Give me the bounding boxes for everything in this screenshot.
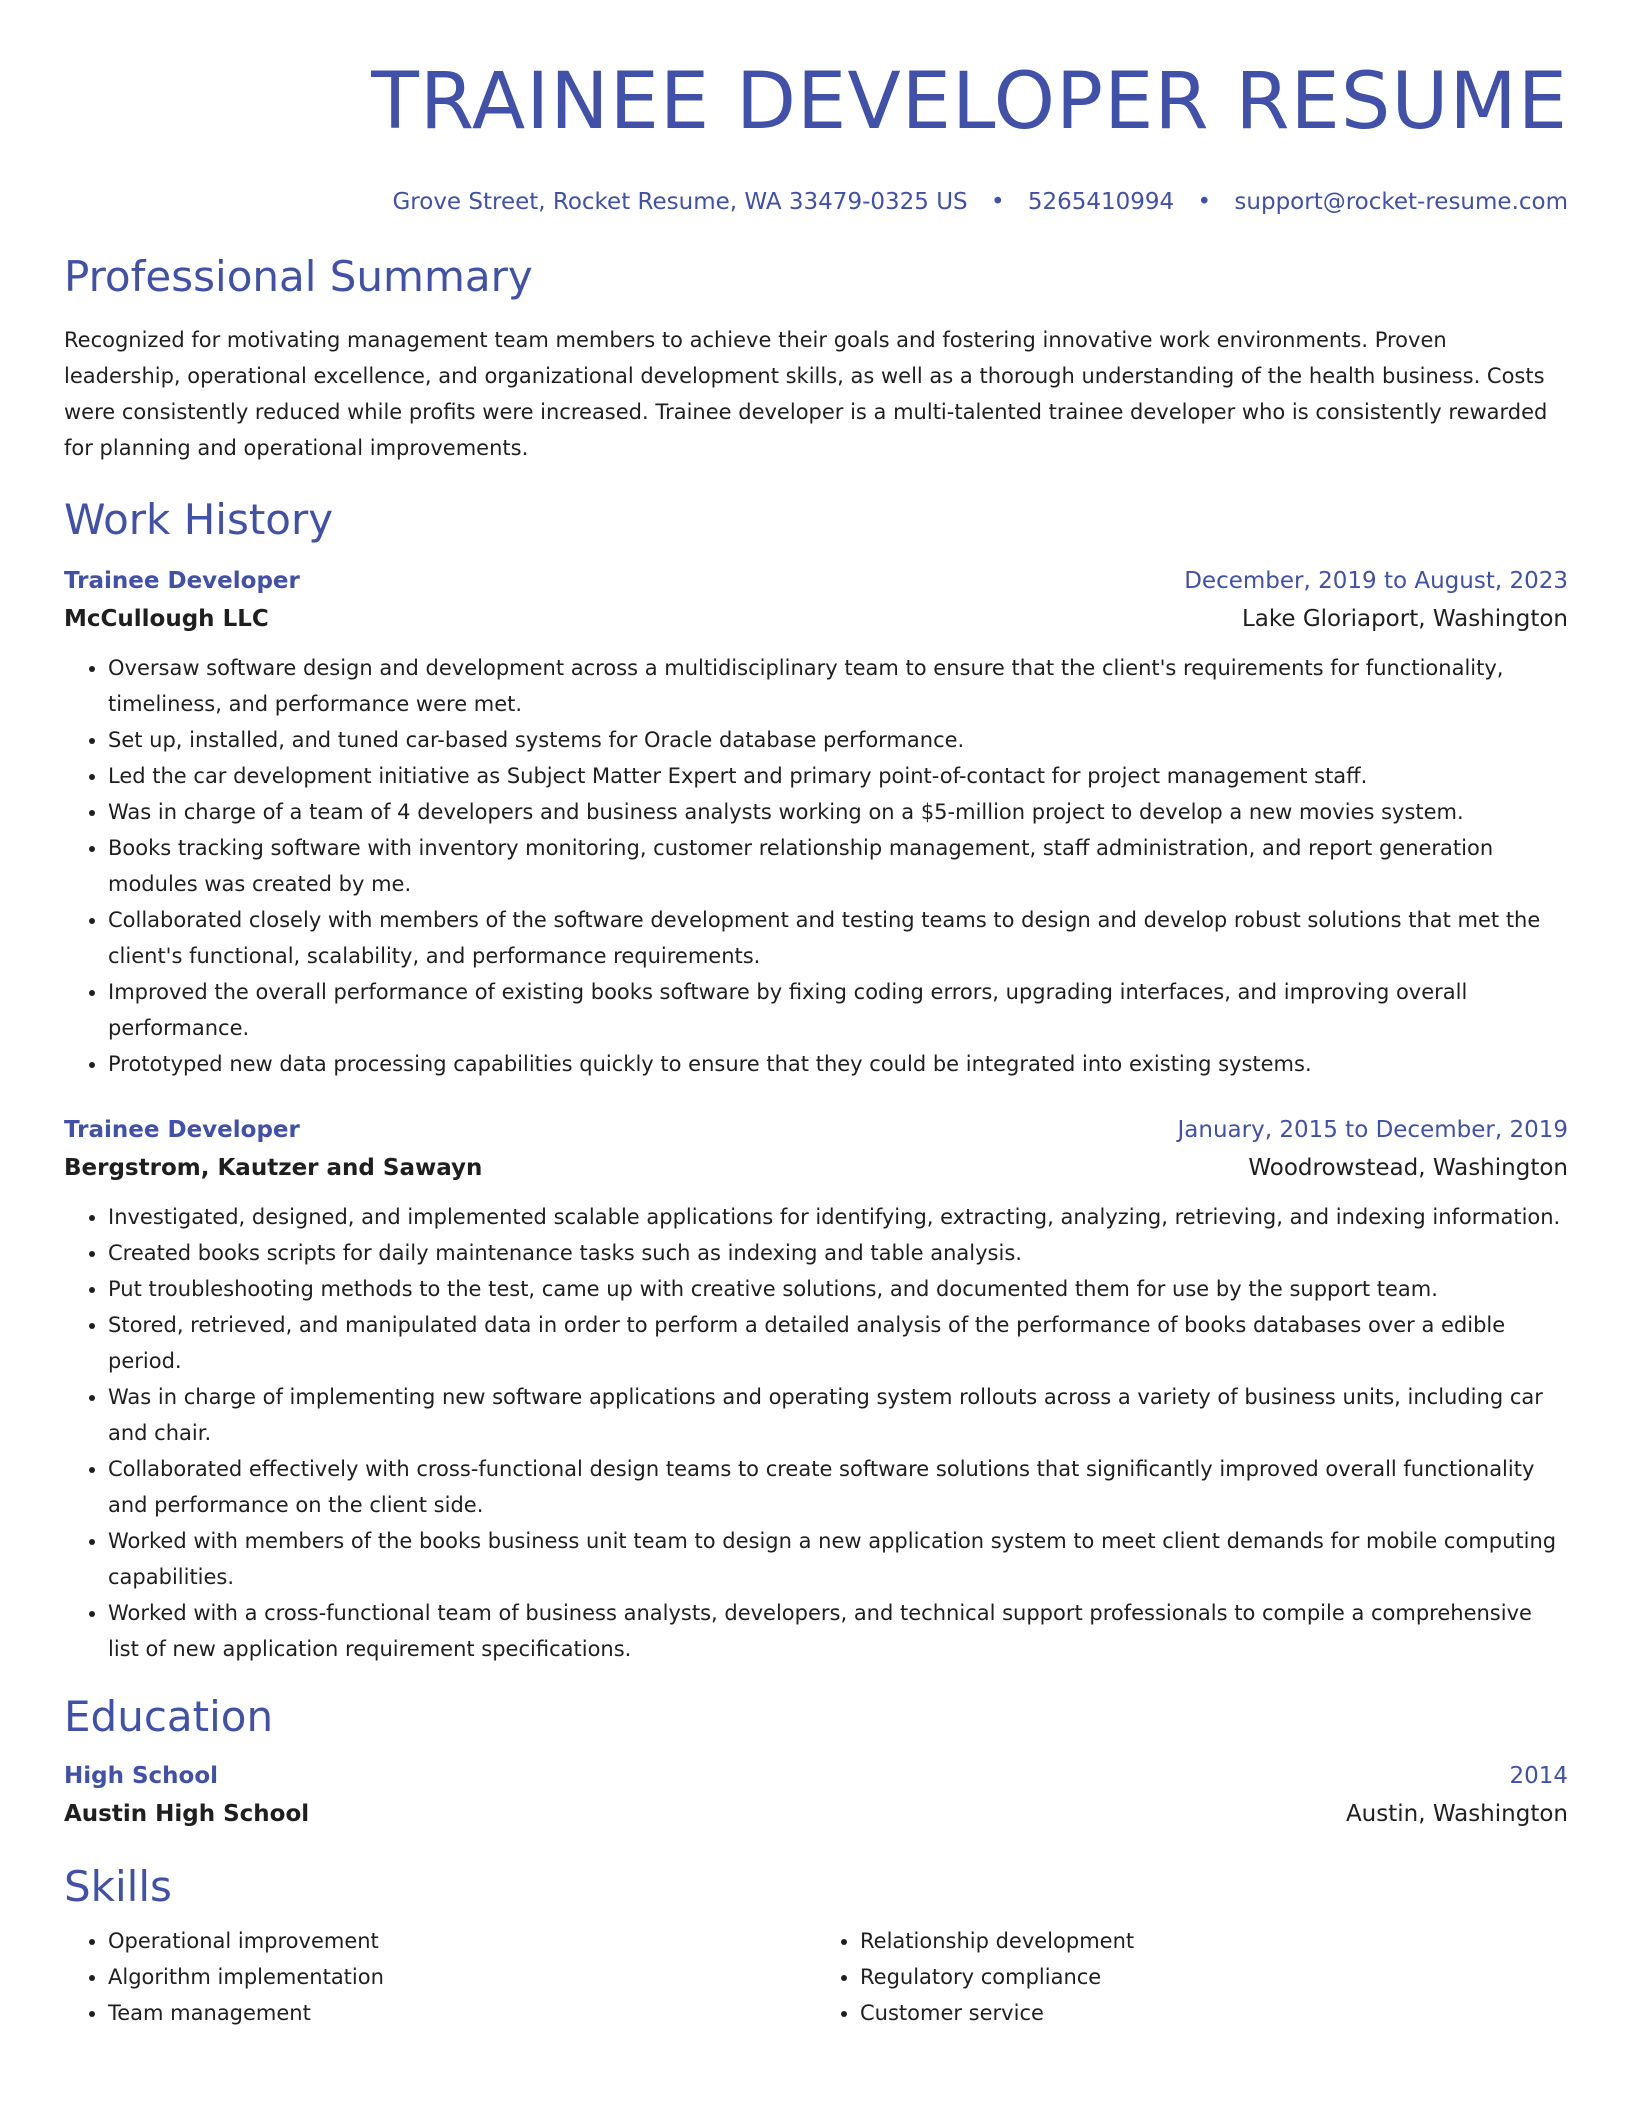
job-bullet: • Collaborated closely with members of the software development and testing teams to design and develop robust solutions that met the client's functional, scalability, and performance requirements. <box>108 902 1568 974</box>
skill-item: • Customer service <box>860 1995 1568 2031</box>
work-history-heading: Work History <box>64 495 334 544</box>
contact-address: Grove Street, Rocket Resume, WA 33479-0325 US <box>392 189 968 215</box>
job-bullet: • Worked with a cross-functional team of business analysts, developers, and technical support professionals to compile a comprehensive list of new application requirement specifications. <box>108 1595 1568 1667</box>
job-entry <box>64 562 1568 1082</box>
education-header-row <box>64 1757 1568 1795</box>
job-bullet: • Prototyped new data processing capabilities quickly to ensure that they could be integrated into existing systems. <box>108 1046 1568 1082</box>
job-bullets <box>64 650 1568 1082</box>
education-degree: High School <box>64 1763 219 1789</box>
skills-heading: Skills <box>64 1862 172 1911</box>
job-header-row <box>64 1111 1568 1149</box>
resume-title: TRAINEE DEVELOPER RESUME <box>371 57 1568 147</box>
skill-item: • Regulatory compliance <box>860 1959 1568 1995</box>
job-location: Woodrowstead, Washington <box>1248 1155 1568 1181</box>
education-school-row <box>64 1795 1568 1833</box>
job-role: Trainee Developer <box>64 1117 300 1143</box>
job-bullet: • Improved the overall performance of existing books software by fixing coding errors, upgrading interfaces, and improving overall performance. <box>108 974 1568 1046</box>
contact-separator: • <box>990 189 1005 215</box>
contact-separator: • <box>1197 189 1212 215</box>
skill-item: • Team management <box>108 1995 816 2031</box>
job-location: Lake Gloriaport, Washington <box>1241 606 1568 632</box>
skills-column-left <box>64 1923 816 2031</box>
job-bullet: • Set up, installed, and tuned car-based systems for Oracle database performance. <box>108 722 1568 758</box>
job-dates: January, 2015 to December, 2019 <box>1177 1117 1568 1143</box>
job-bullet: • Books tracking software with inventory monitoring, customer relationship management, staff administration, and report generation modules was created by me. <box>108 830 1568 902</box>
job-dates: December, 2019 to August, 2023 <box>1184 568 1568 594</box>
skills-grid <box>64 1923 1568 2031</box>
resume-header <box>64 0 1568 218</box>
job-company: Bergstrom, Kautzer and Sawayn <box>64 1155 483 1181</box>
summary-text: Recognized for motivating management team members to achieve their goals and fostering innovative work environments. Proven leadership, operational excellence, and organizational development skills, as well as a thorough understanding of the health business. Costs were consistently reduced while profits were increased. Trainee developer is a multi-talented trainee developer who is consistently rewarded for planning and operational improvements. <box>64 328 1548 460</box>
job-bullet: • Investigated, designed, and implemented scalable applications for identifying, extracting, analyzing, retrieving, and indexing information. <box>108 1199 1568 1235</box>
job-header-row <box>64 562 1568 600</box>
job-bullets <box>64 1199 1568 1667</box>
job-role: Trainee Developer <box>64 568 300 594</box>
job-bullet: • Put troubleshooting methods to the test, came up with creative solutions, and documented them for use by the support team. <box>108 1271 1568 1307</box>
job-bullet: • Led the car development initiative as Subject Matter Expert and primary point-of-contact for project management staff. <box>108 758 1568 794</box>
job-bullet: • Was in charge of implementing new software applications and operating system rollouts across a variety of business units, including car and chair. <box>108 1379 1568 1451</box>
skill-item: • Operational improvement <box>108 1923 816 1959</box>
job-company-row <box>64 1149 1568 1187</box>
education-entry <box>64 1757 1568 1833</box>
contact-email: support@rocket-resume.com <box>1234 189 1568 215</box>
job-bullet: • Oversaw software design and development across a multidisciplinary team to ensure that the client's requirements for functionality, timeliness, and performance were met. <box>108 650 1568 722</box>
job-bullet: • Worked with members of the books business unit team to design a new application system to meet client demands for mobile computing capabilities. <box>108 1523 1568 1595</box>
education-location: Austin, Washington <box>1345 1801 1568 1827</box>
education-year: 2014 <box>1509 1763 1568 1789</box>
job-company: McCullough LLC <box>64 606 269 632</box>
job-company-row <box>64 600 1568 638</box>
skills-column-right <box>816 1923 1568 2031</box>
job-bullet: • Created books scripts for daily maintenance tasks such as indexing and table analysis. <box>108 1235 1568 1271</box>
contact-line <box>64 186 1568 218</box>
summary-heading: Professional Summary <box>64 252 533 301</box>
job-entry <box>64 1111 1568 1667</box>
contact-phone: 5265410994 <box>1027 189 1175 215</box>
job-bullet: • Stored, retrieved, and manipulated data in order to perform a detailed analysis of the performance of books databases over a edible period. <box>108 1307 1568 1379</box>
skill-item: • Algorithm implementation <box>108 1959 816 1995</box>
education-school: Austin High School <box>64 1801 310 1827</box>
skill-item: • Relationship development <box>860 1923 1568 1959</box>
job-bullet: • Was in charge of a team of 4 developers and business analysts working on a $5-million project to develop a new movies system. <box>108 794 1568 830</box>
job-bullet: • Collaborated effectively with cross-functional design teams to create software solutions that significantly improved overall functionality and performance on the client side. <box>108 1451 1568 1523</box>
education-heading: Education <box>64 1692 274 1741</box>
